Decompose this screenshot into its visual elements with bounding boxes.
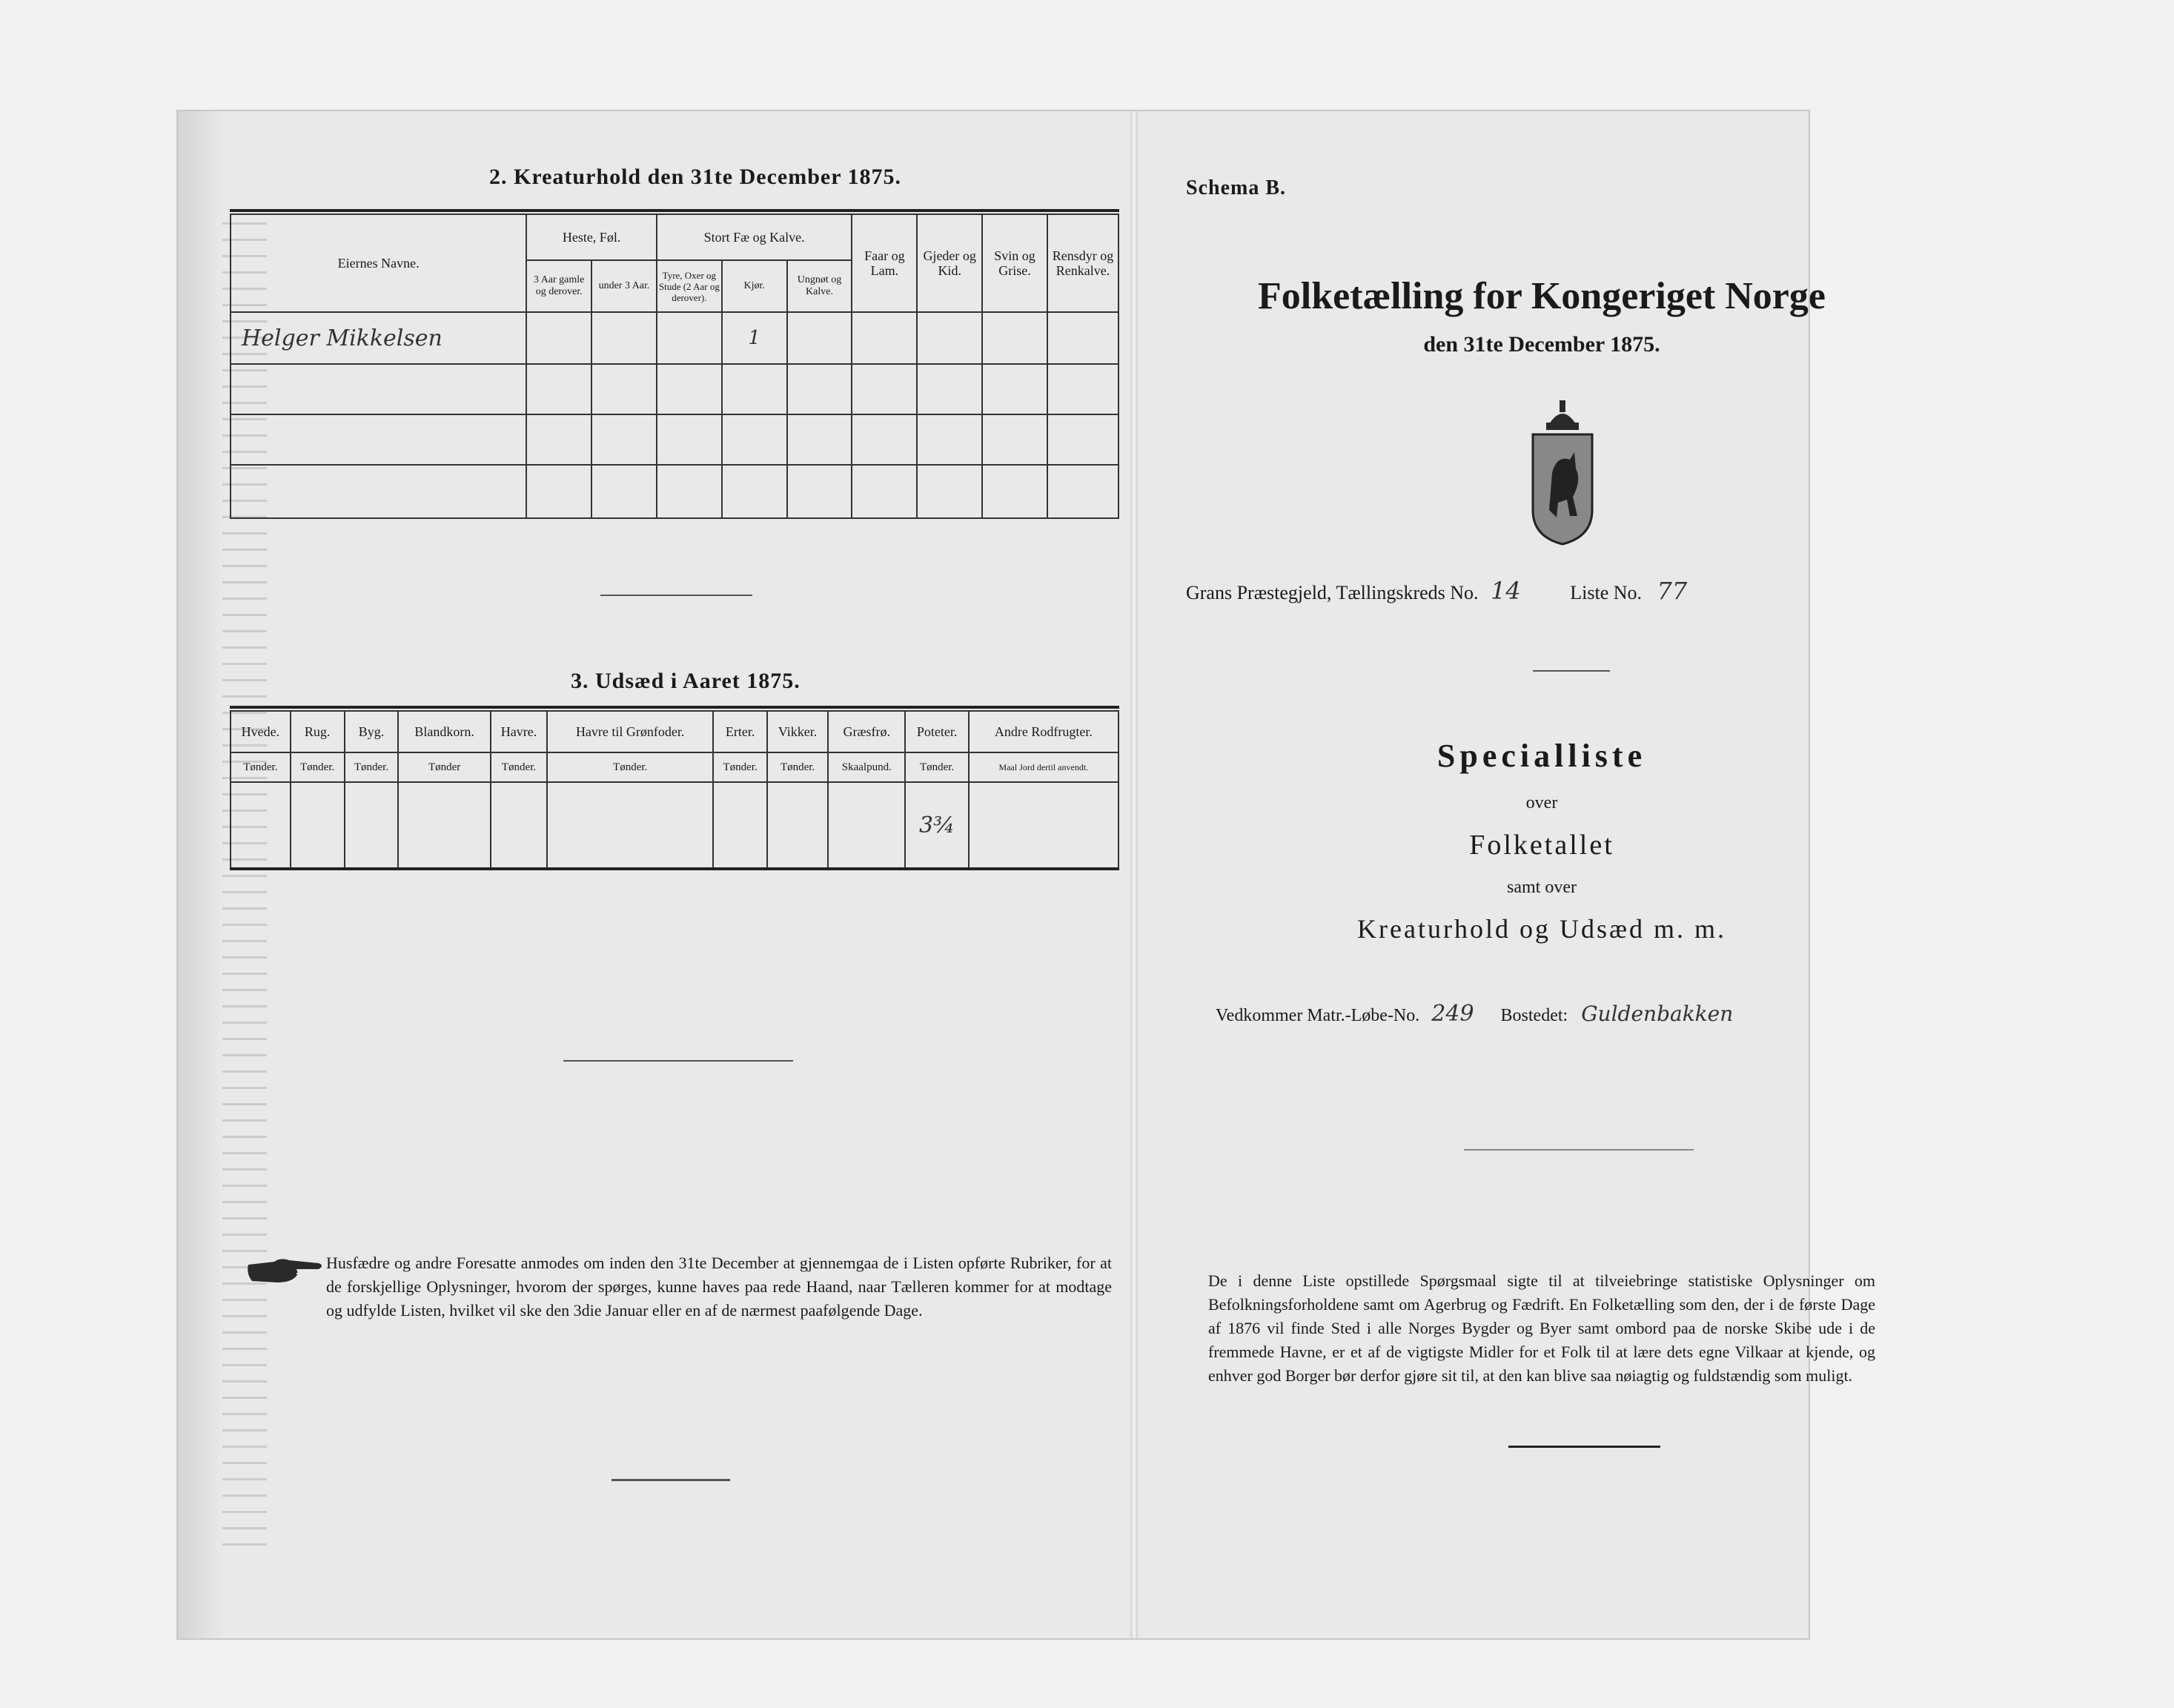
- kreaturhold-title: Kreaturhold og Udsæd m. m.: [1357, 914, 1726, 944]
- pointing-hand-icon: [245, 1254, 326, 1288]
- potatoes-header: Poteter.: [905, 711, 968, 752]
- coat-of-arms-icon: [1527, 399, 1598, 546]
- divider: [1533, 670, 1610, 672]
- table3-bottom-rule: [230, 867, 1119, 870]
- bostedet-value: Guldenbakken: [1581, 1002, 1734, 1026]
- barley-header: Byg.: [345, 711, 399, 752]
- horses-young-header: under 3 Aar.: [591, 260, 657, 312]
- unit-label: Tønder.: [547, 752, 713, 782]
- potatoes-value-cell: 3¾: [905, 782, 968, 868]
- seed-value-cell: [231, 782, 291, 868]
- unit-label: Tønder: [398, 752, 491, 782]
- livestock-table: [230, 214, 1119, 519]
- seed-value-cell: [969, 782, 1119, 868]
- seed-value-cell: [291, 782, 345, 868]
- matr-no-value: 249: [1431, 1001, 1474, 1027]
- instructions-notice: Husfædre og andre Foresatte anmodes om inden den 31te December at gjennemgaa de i Listen opførte Rubriker, for at de forskjellige Oplysninger, hvorom der spørges, kunne haves paa rede Haand, naar Tælleren kommer for at modtage og udfylde Listen, hvilket vil ske den 3die Januar eller en af de nærmest paafølgende Dage.: [326, 1254, 1112, 1320]
- owner-name-header: Eiernes Navne.: [231, 214, 526, 312]
- section2-title: 2. Kreaturhold den 31te December 1875.: [489, 165, 901, 189]
- horses-old-header: 3 Aar gamle og derover.: [526, 260, 591, 312]
- unit-label: Tønder.: [713, 752, 767, 782]
- horses-header: Heste, Føl.: [526, 214, 657, 260]
- list-no-value: 77: [1657, 577, 1688, 605]
- reindeer-header: Rensdyr og Renkalve.: [1047, 214, 1119, 312]
- divider: [1508, 1446, 1660, 1448]
- district-no-value: 14: [1491, 577, 1521, 605]
- seed-value-cell: [398, 782, 491, 868]
- section3-title: 3. Udsæd i Aaret 1875.: [571, 669, 801, 693]
- samt-over-label: samt over: [1507, 878, 1577, 897]
- unit-label: Tønder.: [231, 752, 291, 782]
- cows-header: Kjør.: [722, 260, 787, 312]
- unit-label: Tønder.: [905, 752, 968, 782]
- cattle-header: Stort Fæ og Kalve.: [657, 214, 852, 260]
- young-cattle-header: Ungnøt og Kalve.: [787, 260, 852, 312]
- unit-label: Tønder.: [767, 752, 828, 782]
- rye-header: Rug.: [291, 711, 345, 752]
- seed-value-cell: [491, 782, 547, 868]
- peas-header: Erter.: [713, 711, 767, 752]
- sheet-edge: [178, 111, 222, 1638]
- divider: [563, 1060, 793, 1062]
- oats-header: Havre.: [491, 711, 547, 752]
- seed-value-cell: [713, 782, 767, 868]
- unit-label: Tønder.: [345, 752, 399, 782]
- parish-label: Grans Præstegjeld, Tællingskreds No.: [1186, 582, 1479, 603]
- seed-value-cell: [828, 782, 905, 868]
- page-fold: [1130, 111, 1138, 1638]
- divider: [600, 595, 752, 596]
- list-label: Liste No.: [1570, 582, 1643, 603]
- sheep-header: Faar og Lam.: [852, 214, 917, 312]
- seed-value-cell: [767, 782, 828, 868]
- matr-line: [1216, 1001, 1733, 1027]
- seed-table: [230, 710, 1119, 869]
- cows-value-cell: 1: [722, 312, 787, 364]
- specialliste-title: Specialliste: [1436, 738, 1647, 774]
- root-crops-header: Andre Rodfrugter.: [969, 711, 1119, 752]
- vetch-header: Vikker.: [767, 711, 828, 752]
- purpose-text: De i denne Liste opstillede Spørgsmaal sigte til at tilveiebringe statistiske Oplysninger om Befolkningsforholdene samt om Agerbrug og Fædrift. En Folketælling som den, der i de første Dage af 1876 vil finde Sted i alle Norges Bygder og Byer samt ombord paa de norske Skibe ude i de fremmede Havne, er et af de vigtigste Midler for et Folk til at lære dets egne Vilkaar at kjende, og enhver god Borger bør derfor gjøre sit til, at den kan blive saa nøiagtig og fuldstændig som muligt.: [1208, 1271, 1875, 1385]
- table3-top-rule: [230, 706, 1119, 709]
- table-row: [231, 414, 1119, 465]
- seed-value-cell: [345, 782, 399, 868]
- bostedet-label: Bostedet:: [1500, 1006, 1568, 1025]
- wheat-header: Hvede.: [231, 711, 291, 752]
- goats-header: Gjeder og Kid.: [917, 214, 982, 312]
- matr-label: Vedkommer Matr.-Løbe-No.: [1216, 1006, 1420, 1025]
- divider: [1464, 1149, 1694, 1151]
- over-label: over: [1525, 793, 1558, 812]
- bulls-header: Tyre, Oxer og Stude (2 Aar og derover).: [657, 260, 722, 312]
- divider: [612, 1479, 730, 1481]
- unit-label: Skaalpund.: [828, 752, 905, 782]
- unit-label: Tønder.: [291, 752, 345, 782]
- unit-label: Tønder.: [491, 752, 547, 782]
- table-row: [231, 782, 1119, 868]
- table-row: [231, 364, 1119, 414]
- pigs-header: Svin og Grise.: [982, 214, 1047, 312]
- table-row: [231, 465, 1119, 518]
- green-oats-header: Havre til Grønfoder.: [547, 711, 713, 752]
- district-line: [1186, 577, 1687, 605]
- unit-label: Maal Jord dertil anvendt.: [969, 752, 1119, 782]
- table2-top-rule: [230, 209, 1119, 212]
- folketallet-title: Folketallet: [1469, 830, 1614, 861]
- census-title: Folketælling for Kongeriget Norge: [1258, 275, 1826, 317]
- table-row: [231, 312, 1119, 364]
- grass-seed-header: Græsfrø.: [828, 711, 905, 752]
- owner-name-cell: Helger Mikkelsen: [231, 312, 526, 364]
- mixed-grain-header: Blandkorn.: [398, 711, 491, 752]
- schema-label: Schema B.: [1186, 176, 1286, 199]
- seed-value-cell: [547, 782, 713, 868]
- census-date: den 31te December 1875.: [1423, 332, 1660, 357]
